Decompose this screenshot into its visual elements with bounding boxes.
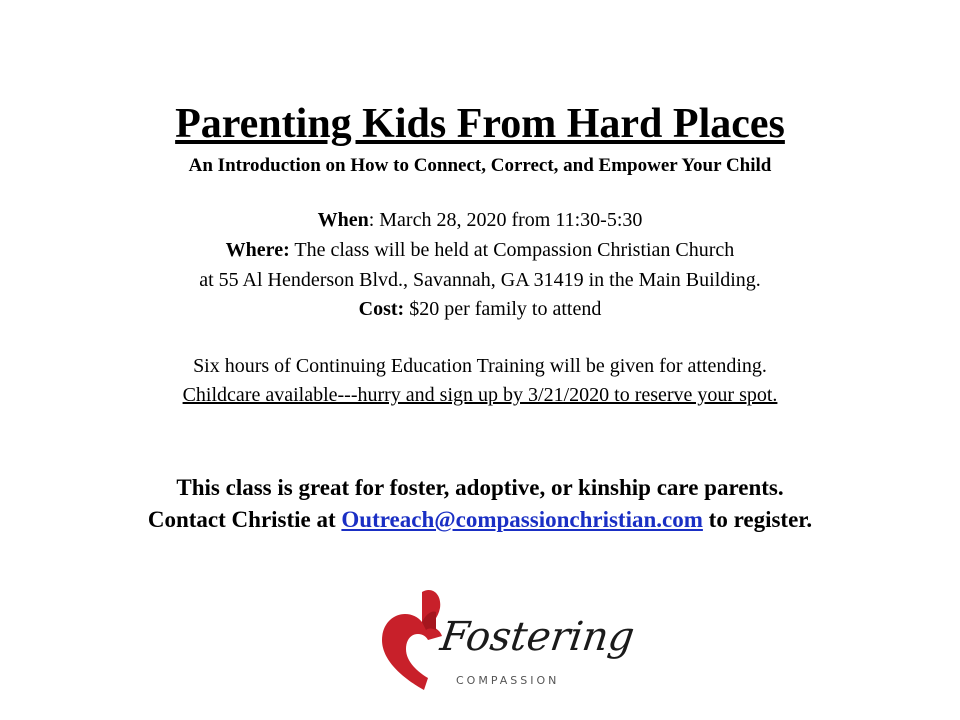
contact-email-link[interactable]: Outreach@compassionchristian.com [341, 507, 703, 532]
audience-line: This class is great for foster, adoptive, or kinship care parents. [176, 475, 784, 500]
contact-suffix: to register. [702, 507, 813, 532]
flyer-title: Parenting Kids From Hard Places [175, 101, 785, 147]
childcare-line: Childcare available---hurry and sign up by 3/21/2020 to reserve your spot. [182, 384, 778, 406]
where-label: Where: [225, 239, 290, 261]
when-value: : March 28, 2020 from 11:30-5:30 [368, 209, 643, 231]
when-label: When [317, 209, 369, 231]
cost-label: Cost: [358, 298, 405, 320]
contact-line [0, 505, 960, 535]
logo-subword: COMPASSION [456, 674, 560, 687]
flyer-subtitle: An Introduction on How to Connect, Correct, and Empower Your Child [188, 155, 772, 176]
where-line [0, 237, 960, 263]
logo-word: Fostering [437, 614, 638, 660]
when-line [0, 207, 960, 233]
cost-value: $20 per family to attend [404, 298, 602, 320]
where-value: The class will be held at Compassion Christian Church [289, 239, 735, 261]
heart-icon [382, 590, 442, 690]
cost-line [0, 296, 960, 322]
where-address-line: at 55 Al Henderson Blvd., Savannah, GA 31419 in the Main Building. [199, 269, 761, 291]
fostering-compassion-logo [376, 586, 638, 696]
training-line: Six hours of Continuing Education Training will be given for attending. [193, 355, 767, 377]
contact-prefix: Contact Christie at [147, 507, 342, 532]
